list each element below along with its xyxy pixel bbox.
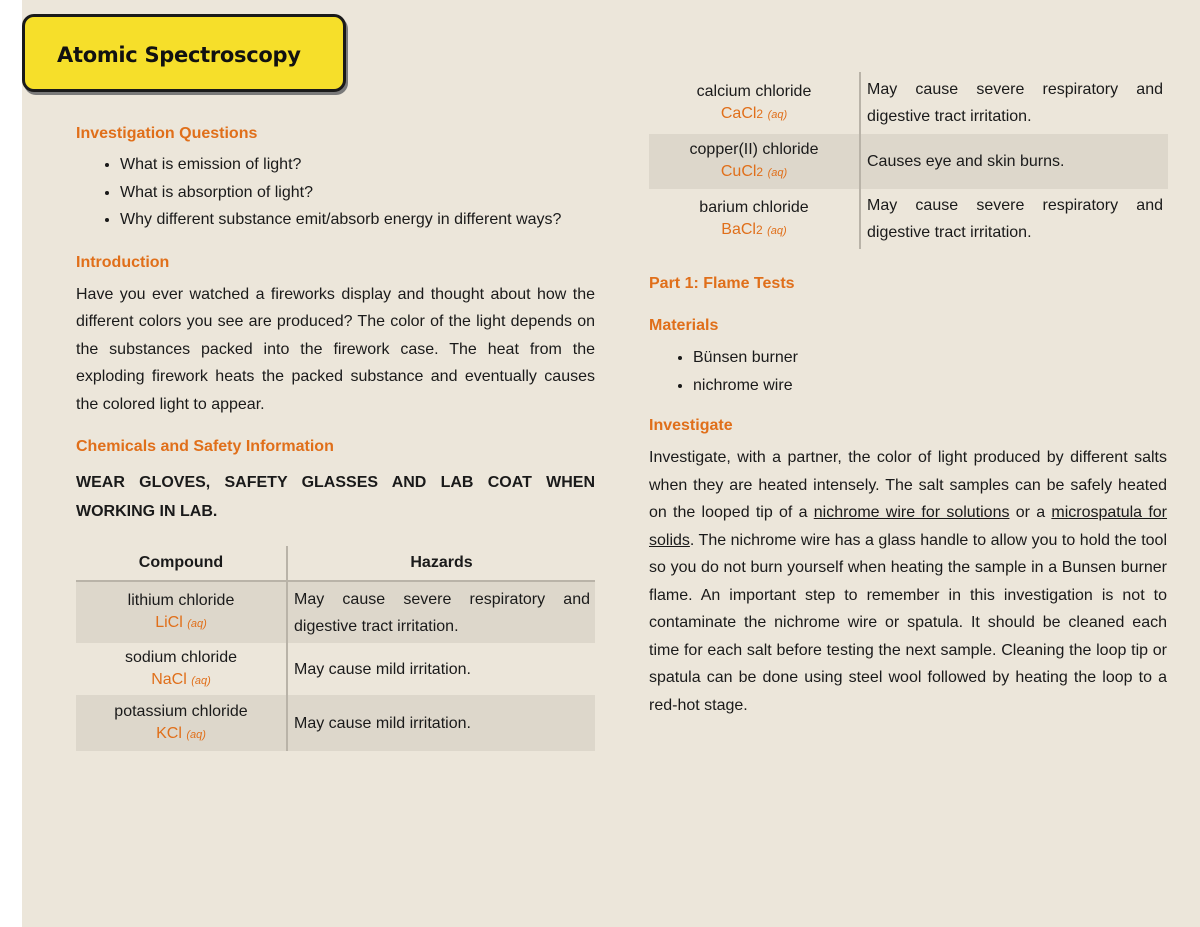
compound-cell [76, 581, 287, 643]
compound-name: calcium chloride [696, 82, 812, 100]
investigate-text-part: or a [1009, 504, 1052, 521]
compound-name: lithium chloride [127, 592, 235, 609]
compound-cell [649, 134, 860, 189]
compound-formula [76, 669, 286, 692]
chemicals-heading: Chemicals and Safety Information [76, 438, 334, 455]
hazard-cell: May cause severe respiratory and digestive tract irritation. [867, 197, 1163, 241]
formula-main: LiCl [155, 614, 183, 631]
compound-cell [76, 695, 287, 751]
formula-state: (aq) [767, 167, 788, 179]
table-row [76, 643, 595, 695]
right-column [649, 72, 1167, 719]
compound-formula [649, 103, 859, 126]
formula-subscript: 2 [756, 165, 764, 179]
table-row [649, 189, 1168, 249]
hazards-column-header: Hazards [287, 546, 595, 581]
formula-state: (aq) [767, 108, 788, 121]
chemicals-table [76, 546, 595, 751]
materials-heading: Materials [649, 317, 719, 334]
hazard-cell: Causes eye and skin burns. [860, 134, 1168, 189]
compound-cell [76, 643, 287, 695]
investigation-heading: Investigation Questions [76, 125, 258, 142]
formula-main: CuCl [720, 163, 757, 180]
compound-formula [649, 219, 859, 242]
formula-main: KCl [156, 724, 182, 742]
compound-formula [76, 723, 286, 746]
safety-warning: WEAR GLOVES, SAFETY GLASSES AND LAB COAT WHEN WORKING IN LAB. [76, 474, 595, 520]
microspatula-link[interactable]: microspatula for solids [649, 504, 1168, 549]
compound-formula [76, 612, 286, 635]
list-item: • Why different substance emit/absorb energy in different ways? [120, 206, 595, 234]
formula-main: NaCl [151, 670, 187, 688]
table-header-row [76, 546, 595, 581]
hazard-cell: May cause severe respiratory and digestive tract irritation. [287, 581, 595, 643]
formula-main: BaCl [721, 220, 756, 238]
investigate-text [649, 444, 1167, 719]
formula-state: (aq) [187, 618, 207, 630]
materials-list [649, 344, 1167, 399]
formula-state: (aq) [191, 674, 211, 687]
compound-name: sodium chloride [124, 648, 238, 666]
left-column [76, 125, 595, 751]
list-item: • What is absorption of light? [120, 179, 595, 207]
formula-state: (aq) [186, 728, 206, 741]
compound-column-header: Compound [76, 546, 287, 581]
page-title: Atomic Spectroscopy [57, 43, 301, 67]
part1-heading: Part 1: Flame Tests [649, 275, 795, 292]
title-banner [22, 14, 346, 92]
formula-subscript: 2 [755, 222, 763, 237]
document-page [22, 0, 1200, 927]
hazard-cell: May cause mild irritation. [287, 695, 595, 751]
chemicals-table-continued [649, 72, 1168, 249]
table-row [76, 695, 595, 751]
compound-formula [649, 161, 859, 184]
formula-main: CaCl [720, 104, 757, 122]
list-item: • What is emission of light? [120, 151, 595, 179]
investigate-heading: Investigate [649, 417, 733, 434]
list-item: • nichrome wire [693, 372, 1167, 400]
introduction-text: Have you ever watched a fireworks display and thought about how the different colors you see are produced? The color of the light depends on the substances packed into the firework case. The heat from the exploding firework heats the packed substance and eventually causes the colored light to appear. [76, 285, 595, 413]
compound-name: barium chloride [699, 198, 809, 216]
compound-name: copper(II) chloride [689, 141, 819, 158]
compound-cell [649, 72, 860, 134]
hazard-cell: May cause mild irritation. [294, 660, 471, 678]
investigate-text-part: Investigate, with a partner, the color of light produced by different salts when they are heated intensely. The salt samples can be safely heated on the looped tip of a [649, 449, 1167, 521]
list-item: • Bünsen burner [693, 344, 1167, 372]
investigation-questions-list [76, 151, 595, 234]
formula-subscript: 2 [756, 106, 764, 121]
investigate-text-part: . The nichrome wire has a glass handle to allow you to hold the tool so you do not burn yourself when heating the sample in a Bunsen burner flame. An important step to remember in this investigation is not to contaminate the nichrome wire or spatula. It should be cleaned each time for each salt before testing the next sample. Cleaning the loop tip or spatula can be done using steel wool followed by heating the loop to a red-hot stage. [649, 531, 1167, 714]
hazard-cell: May cause severe respiratory and digestive tract irritation. [867, 81, 1163, 125]
table-row [649, 72, 1168, 134]
table-row [649, 134, 1168, 189]
introduction-heading: Introduction [76, 253, 170, 271]
table-row [76, 581, 595, 643]
compound-name: potassium chloride [114, 702, 248, 720]
nichrome-wire-link[interactable]: nichrome wire for solutions [813, 504, 1010, 521]
compound-cell [649, 189, 860, 249]
formula-state: (aq) [767, 224, 787, 237]
